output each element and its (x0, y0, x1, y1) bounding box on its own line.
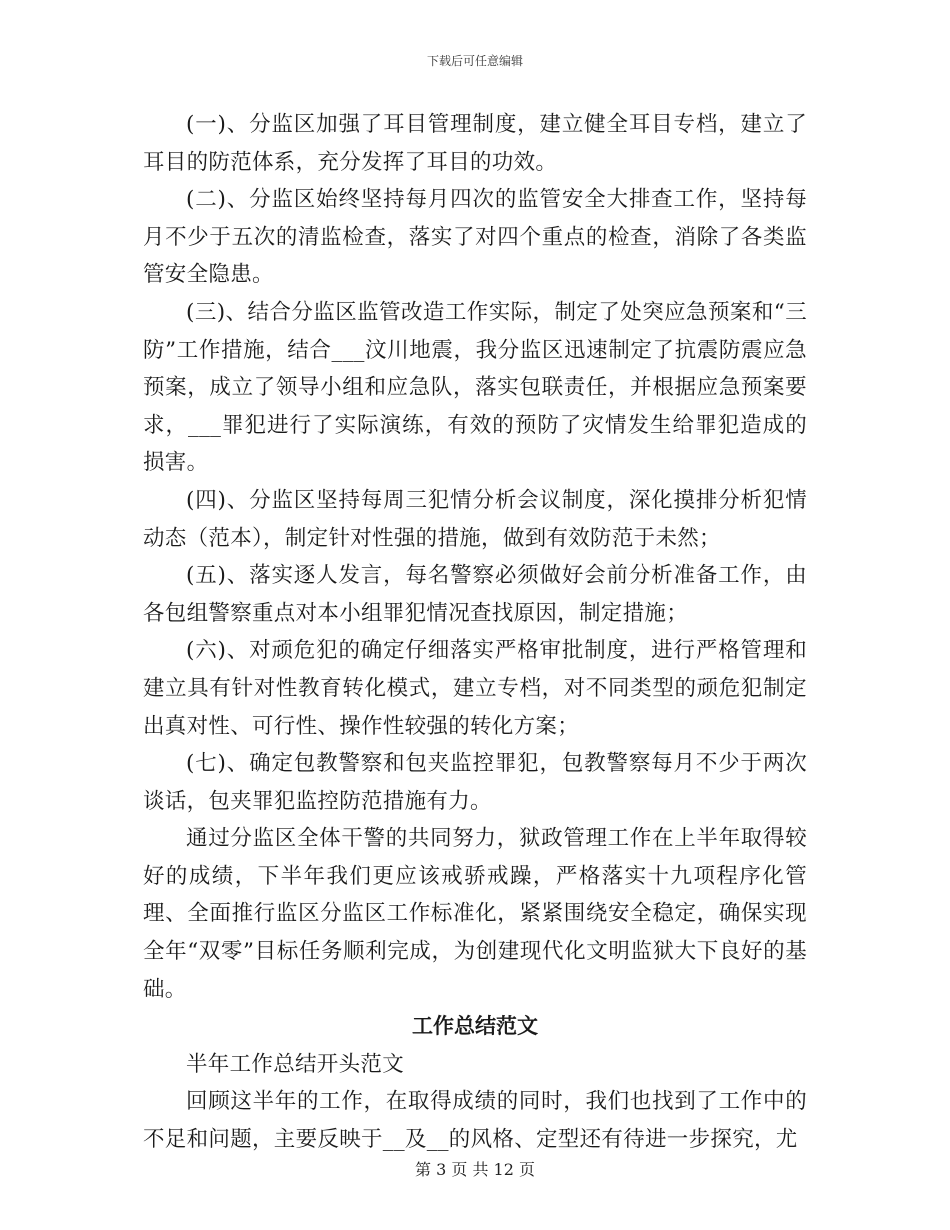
paragraph-5: (五)、落实逐人发言，每名警察必须做好会前分析准备工作，由各包组警察重点对本小组罪犯情况查找原因，制定措施； (143, 563, 807, 626)
paragraph-7: (七)、确定包教警察和包夹监控罪犯，包教警察每月不少于两次谈话，包夹罪犯监控防范措施有力。 (143, 751, 807, 814)
paragraph-2: (二)、分监区始终坚持每月四次的监管安全大排查工作，坚持每月不少于五次的清监检查，落实了对四个重点的检查，消除了各类监管安全隐患。 (143, 187, 807, 288)
section-paragraph-1: 回顾这半年的工作，在取得成绩的同时，我们也找到了工作中的不足和问题，主要反映于__及__的风格、定型还有待进一步探究，尤 (143, 1089, 807, 1153)
paragraph-8: 通过分监区全体干警的共同努力，狱政管理工作在上半年取得较好的成绩，下半年我们更应该戒骄戒躁，严格落实十九项程序化管理、全面推行监区分监区工作标准化，紧紧围绕安全稳定，确保实现全年“双零”目标任务顺利完成，为创建现代化文明监狱大下良好的基础。 (143, 826, 807, 1002)
page-footer: 第 3 页 共 12 页 (415, 1160, 535, 1179)
paragraph-4: (四)、分监区坚持每周三犯情分析会议制度，深化摸排分析犯情动态（范本），制定针对性强的措施，做到有效防范于未然； (143, 487, 807, 551)
section-subtitle: 半年工作总结开头范文 (186, 1051, 405, 1077)
paragraph-6: (六)、对顽危犯的确定仔细落实严格审批制度，进行严格管理和建立具有针对性教育转化模式，建立专档，对不同类型的顽危犯制定出真对性、可行性、操作性较强的转化方案； (143, 638, 807, 739)
paragraph-3: (三)、结合分监区监管改造工作实际，制定了处突应急预案和“三防”工作措施，结合___汶川地震，我分监区迅速制定了抗震防震应急预案，成立了领导小组和应急队，落实包联责任，并根据应急预案要求，___罪犯进行了实际演练，有效的预防了灾情发生给罪犯造成的损害。 (143, 299, 807, 476)
section-title: 工作总结范文 (412, 1014, 538, 1039)
paragraph-1: (一)、分监区加强了耳目管理制度，建立健全耳目专档，建立了耳目的防范体系，充分发挥了耳目的功效。 (143, 112, 807, 175)
page-header: 下载后可任意编辑 (426, 54, 523, 68)
document-body (143, 106, 807, 1159)
